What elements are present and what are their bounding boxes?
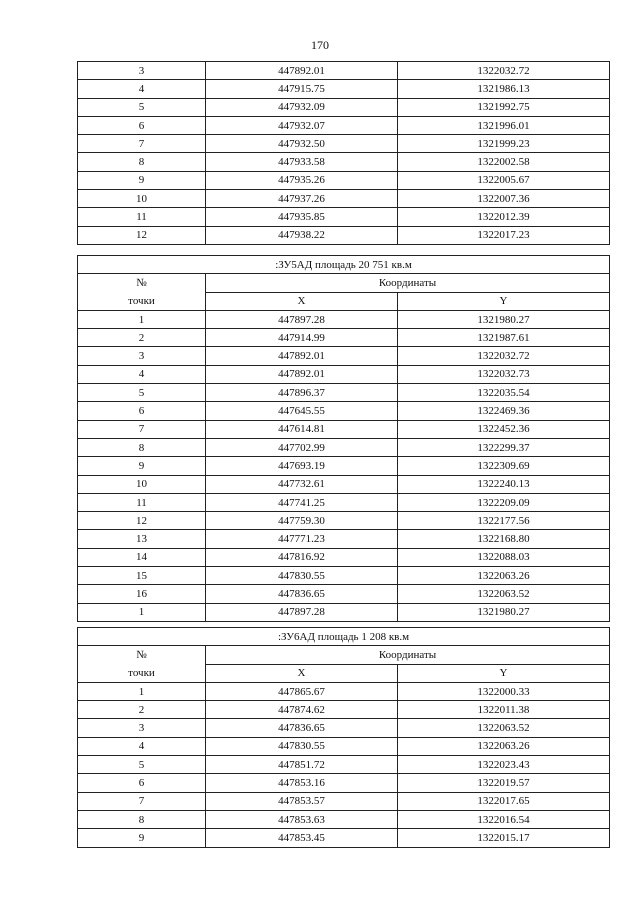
x-coordinate-cell: 447614.81 <box>206 420 398 438</box>
y-coordinate-cell: 1322299.37 <box>398 438 610 456</box>
point-number-cell: 1 <box>78 682 206 700</box>
y-coordinate-cell: 1322168.80 <box>398 530 610 548</box>
y-coordinate-cell: 1322000.33 <box>398 682 610 700</box>
x-coordinate-cell: 447853.45 <box>206 829 398 847</box>
point-number-cell: 4 <box>78 80 206 98</box>
table-row <box>78 512 610 530</box>
point-number-cell: 6 <box>78 774 206 792</box>
point-number-cell: 6 <box>78 402 206 420</box>
table-row <box>78 774 610 792</box>
y-coordinate-cell: 1322005.67 <box>398 171 610 189</box>
point-number-cell: 8 <box>78 438 206 456</box>
plot-zu6ad-coordinates-table <box>77 627 610 848</box>
plot-zu5ad-coordinates-table <box>77 255 610 622</box>
y-coordinate-cell: 1321986.13 <box>398 80 610 98</box>
table-row <box>78 135 610 153</box>
continuation-coordinates-table <box>77 61 610 245</box>
plot-title: :ЗУ5АД площадь 20 751 кв.м <box>78 256 610 274</box>
table-row <box>78 190 610 208</box>
point-number-cell: 13 <box>78 530 206 548</box>
x-coordinate-cell: 447932.07 <box>206 116 398 134</box>
point-number-cell: 7 <box>78 792 206 810</box>
y-coordinate-cell: 1322032.72 <box>398 347 610 365</box>
table-row <box>78 493 610 511</box>
point-number-cell: 11 <box>78 208 206 226</box>
point-number-cell: 5 <box>78 98 206 116</box>
table-row <box>78 829 610 847</box>
point-number-header: № <box>78 646 206 664</box>
coordinates-header: Координаты <box>206 646 610 664</box>
x-coordinate-cell: 447816.92 <box>206 548 398 566</box>
point-number-cell: 12 <box>78 226 206 244</box>
y-coordinate-cell: 1322007.36 <box>398 190 610 208</box>
x-coordinate-cell: 447935.26 <box>206 171 398 189</box>
point-number-cell: 11 <box>78 493 206 511</box>
point-number-cell: 2 <box>78 701 206 719</box>
point-number-cell: 1 <box>78 310 206 328</box>
y-coordinate-cell: 1322063.52 <box>398 585 610 603</box>
y-coordinate-cell: 1322002.58 <box>398 153 610 171</box>
table-row <box>78 62 610 80</box>
x-coordinate-cell: 447897.28 <box>206 310 398 328</box>
y-coordinate-cell: 1321992.75 <box>398 98 610 116</box>
point-number-cell: 9 <box>78 829 206 847</box>
point-number-cell: 3 <box>78 719 206 737</box>
x-coordinate-cell: 447892.01 <box>206 347 398 365</box>
y-coordinate-cell: 1322063.26 <box>398 567 610 585</box>
table-row <box>78 365 610 383</box>
y-coordinate-cell: 1321996.01 <box>398 116 610 134</box>
x-coordinate-cell: 447836.65 <box>206 585 398 603</box>
table-row <box>78 475 610 493</box>
table-row <box>78 701 610 719</box>
table-row <box>78 347 610 365</box>
x-coordinate-cell: 447836.65 <box>206 719 398 737</box>
point-number-cell: 10 <box>78 475 206 493</box>
point-label-header: точки <box>78 292 206 310</box>
point-number-cell: 5 <box>78 756 206 774</box>
y-coordinate-cell: 1322088.03 <box>398 548 610 566</box>
table-row <box>78 438 610 456</box>
x-coordinate-cell: 447759.30 <box>206 512 398 530</box>
point-number-cell: 16 <box>78 585 206 603</box>
x-coordinate-cell: 447771.23 <box>206 530 398 548</box>
x-coordinate-cell: 447892.01 <box>206 62 398 80</box>
y-coordinate-cell: 1322032.72 <box>398 62 610 80</box>
table-row <box>78 737 610 755</box>
x-coordinate-cell: 447732.61 <box>206 475 398 493</box>
table-row <box>78 310 610 328</box>
point-number-cell: 12 <box>78 512 206 530</box>
point-number-cell: 2 <box>78 329 206 347</box>
point-number-cell: 9 <box>78 171 206 189</box>
point-number-cell: 3 <box>78 62 206 80</box>
y-coordinate-cell: 1322016.54 <box>398 810 610 828</box>
x-coordinate-cell: 447914.99 <box>206 329 398 347</box>
table-row <box>78 585 610 603</box>
x-coordinate-cell: 447830.55 <box>206 737 398 755</box>
x-coordinate-cell: 447892.01 <box>206 365 398 383</box>
x-coordinate-cell: 447702.99 <box>206 438 398 456</box>
y-coordinate-cell: 1322012.39 <box>398 208 610 226</box>
table-row <box>78 756 610 774</box>
x-coordinate-cell: 447741.25 <box>206 493 398 511</box>
table-row <box>78 153 610 171</box>
x-coordinate-cell: 447915.75 <box>206 80 398 98</box>
table-row <box>78 530 610 548</box>
table-row <box>78 208 610 226</box>
table-row <box>78 80 610 98</box>
y-column-header: Y <box>398 292 610 310</box>
table-row <box>78 548 610 566</box>
y-coordinate-cell: 1322011.38 <box>398 701 610 719</box>
table-row <box>78 682 610 700</box>
y-column-header: Y <box>398 664 610 682</box>
y-coordinate-cell: 1322209.09 <box>398 493 610 511</box>
plot-table-body <box>78 682 610 847</box>
x-coordinate-cell: 447937.26 <box>206 190 398 208</box>
point-number-cell: 10 <box>78 190 206 208</box>
x-coordinate-cell: 447897.28 <box>206 603 398 621</box>
point-number-cell: 1 <box>78 603 206 621</box>
y-coordinate-cell: 1322017.65 <box>398 792 610 810</box>
x-coordinate-cell: 447853.57 <box>206 792 398 810</box>
table-row <box>78 603 610 621</box>
x-coordinate-cell: 447933.58 <box>206 153 398 171</box>
y-coordinate-cell: 1321999.23 <box>398 135 610 153</box>
x-coordinate-cell: 447865.67 <box>206 682 398 700</box>
y-coordinate-cell: 1322177.56 <box>398 512 610 530</box>
plot-title: :ЗУ6АД площадь 1 208 кв.м <box>78 628 610 646</box>
table-row <box>78 384 610 402</box>
table-row <box>78 420 610 438</box>
y-coordinate-cell: 1322469.36 <box>398 402 610 420</box>
x-coordinate-cell: 447932.50 <box>206 135 398 153</box>
y-coordinate-cell: 1322015.17 <box>398 829 610 847</box>
y-coordinate-cell: 1322063.52 <box>398 719 610 737</box>
y-coordinate-cell: 1322309.69 <box>398 457 610 475</box>
point-number-cell: 4 <box>78 365 206 383</box>
x-coordinate-cell: 447938.22 <box>206 226 398 244</box>
table-row <box>78 792 610 810</box>
x-coordinate-cell: 447896.37 <box>206 384 398 402</box>
x-coordinate-cell: 447874.62 <box>206 701 398 719</box>
table-row <box>78 98 610 116</box>
y-coordinate-cell: 1321980.27 <box>398 603 610 621</box>
plot-table-body <box>78 310 610 621</box>
y-coordinate-cell: 1321980.27 <box>398 310 610 328</box>
point-number-cell: 4 <box>78 737 206 755</box>
continuation-table-body <box>78 62 610 245</box>
point-number-cell: 15 <box>78 567 206 585</box>
point-number-cell: 7 <box>78 135 206 153</box>
table-row <box>78 457 610 475</box>
x-coordinate-cell: 447851.72 <box>206 756 398 774</box>
point-number-cell: 6 <box>78 116 206 134</box>
table-row <box>78 719 610 737</box>
x-coordinate-cell: 447853.16 <box>206 774 398 792</box>
x-coordinate-cell: 447853.63 <box>206 810 398 828</box>
table-row <box>78 116 610 134</box>
x-column-header: X <box>206 292 398 310</box>
point-label-header: точки <box>78 664 206 682</box>
x-column-header: X <box>206 664 398 682</box>
coordinates-header: Координаты <box>206 274 610 292</box>
x-coordinate-cell: 447935.85 <box>206 208 398 226</box>
point-number-cell: 7 <box>78 420 206 438</box>
point-number-cell: 8 <box>78 153 206 171</box>
page-number: 170 <box>311 38 329 52</box>
x-coordinate-cell: 447932.09 <box>206 98 398 116</box>
point-number-header: № <box>78 274 206 292</box>
y-coordinate-cell: 1322019.57 <box>398 774 610 792</box>
y-coordinate-cell: 1321987.61 <box>398 329 610 347</box>
x-coordinate-cell: 447645.55 <box>206 402 398 420</box>
table-row <box>78 226 610 244</box>
point-number-cell: 9 <box>78 457 206 475</box>
point-number-cell: 8 <box>78 810 206 828</box>
point-number-cell: 14 <box>78 548 206 566</box>
y-coordinate-cell: 1322017.23 <box>398 226 610 244</box>
y-coordinate-cell: 1322032.73 <box>398 365 610 383</box>
y-coordinate-cell: 1322063.26 <box>398 737 610 755</box>
table-row <box>78 402 610 420</box>
x-coordinate-cell: 447693.19 <box>206 457 398 475</box>
y-coordinate-cell: 1322240.13 <box>398 475 610 493</box>
point-number-cell: 5 <box>78 384 206 402</box>
table-row <box>78 171 610 189</box>
table-row <box>78 810 610 828</box>
y-coordinate-cell: 1322452.36 <box>398 420 610 438</box>
point-number-cell: 3 <box>78 347 206 365</box>
x-coordinate-cell: 447830.55 <box>206 567 398 585</box>
y-coordinate-cell: 1322023.43 <box>398 756 610 774</box>
table-row <box>78 567 610 585</box>
table-row <box>78 329 610 347</box>
y-coordinate-cell: 1322035.54 <box>398 384 610 402</box>
